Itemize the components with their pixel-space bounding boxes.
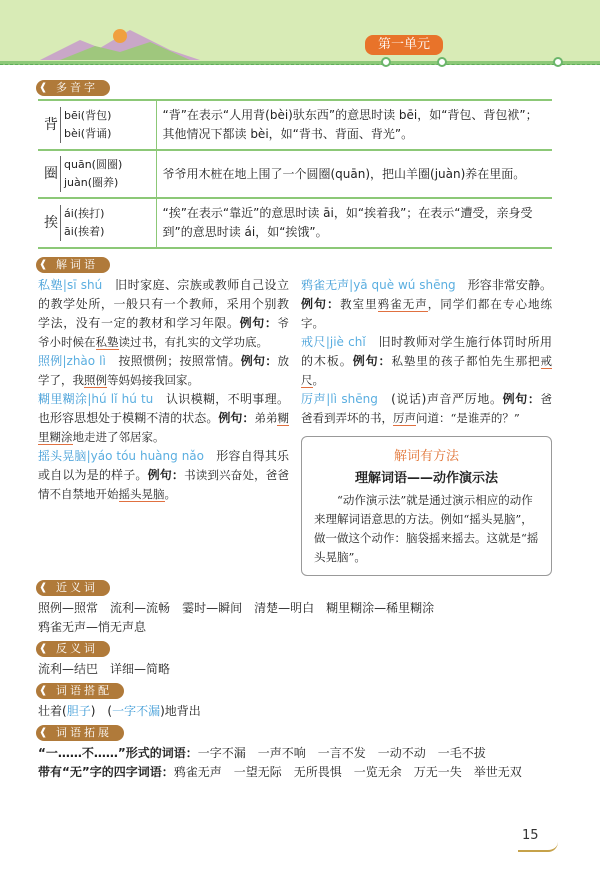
antonym-pair: 流利—结巴 xyxy=(38,662,99,676)
example-text: 读过书，有扎实的文学功底。 xyxy=(118,335,268,349)
word-entry xyxy=(38,447,289,504)
pinyin-text: hú lǐ hú tu xyxy=(91,392,154,406)
example-label: 例句： xyxy=(352,354,392,368)
word: 照例 xyxy=(38,354,63,368)
header-divider xyxy=(0,61,600,65)
example-text: 地走进了邻居家。 xyxy=(72,430,165,444)
definition: 认识模糊，不明事理。也形容思想处于模糊不清的状态。 xyxy=(38,392,289,425)
polyphone-table xyxy=(38,99,552,249)
word: 摇头晃脑 xyxy=(38,449,87,463)
pinyin: |yā què wú shēng xyxy=(349,278,456,292)
content xyxy=(0,68,600,782)
word-list-left xyxy=(38,276,289,504)
expansion-line xyxy=(38,744,552,763)
synonyms-line xyxy=(38,599,552,618)
example-label: 例句： xyxy=(218,411,255,425)
pinyin: |lì shēng xyxy=(326,392,378,406)
word-list-right xyxy=(301,276,552,576)
section-polyphones: ❰ 多音字 xyxy=(36,80,110,96)
antonym-pair: 详细—简略 xyxy=(110,662,171,676)
polyphone-desc: 爷爷用木桩在地上围了一个圆圈(quān)，把山羊圈(juàn)养在里面。 xyxy=(156,150,552,198)
items: 一字不漏 一声不响 一言不发 一动不动 一毛不拔 xyxy=(197,746,486,760)
dot-icon xyxy=(553,57,563,67)
example-label: 例句： xyxy=(239,316,278,330)
text: 壮着( xyxy=(38,704,67,718)
word-entry xyxy=(301,276,552,333)
word: 厉声 xyxy=(301,392,327,406)
example-text: 教室里 xyxy=(340,297,378,311)
polyphone-row xyxy=(38,100,552,150)
pinyin-text: sī shú xyxy=(66,278,103,292)
polyphone-row xyxy=(38,150,552,198)
method-box xyxy=(301,436,552,576)
example-text: 书读到兴奋处，爸爸情不自禁地开始 xyxy=(38,468,289,501)
section-antonyms: ❰ 反义词 xyxy=(36,641,110,657)
section-synonyms: ❰ 近义词 xyxy=(36,580,110,596)
polyphone-desc: “挨”在表示“靠近”的意思时读 āi，如“挨着我”；在表示“遭受，亲身受到”的意思时读 ái，如“挨饿”。 xyxy=(156,198,552,248)
example-text: 。 xyxy=(164,487,176,501)
definition: 旧时家庭、宗族或教师自己设立的教学处所，一般只有一个教师，采用个别教学法，没有一定的教材和学习年限。 xyxy=(38,278,289,330)
section-word-explanations: ❰ 解词语 xyxy=(36,257,110,273)
example-text: 问道：“是谁弄的？” xyxy=(416,411,520,425)
example-text: 。 xyxy=(312,373,324,387)
section-collocation: ❰ 词语搭配 xyxy=(36,683,124,699)
answer: 一字不漏 xyxy=(112,704,161,718)
example-word: 厉声 xyxy=(393,411,416,425)
word-columns xyxy=(38,276,552,576)
word: 鸦雀无声 xyxy=(301,278,350,292)
dot-icon xyxy=(437,57,447,67)
reading: āi(挨着) xyxy=(64,225,105,238)
definition: 形容非常安静。 xyxy=(467,278,552,292)
definition: 形容自得其乐或自以为是的样子。 xyxy=(38,449,289,482)
word-entry xyxy=(38,352,289,390)
pinyin-text: jiè chǐ xyxy=(329,335,366,349)
antonyms-line xyxy=(38,660,552,679)
word-entry xyxy=(301,390,552,428)
synonyms-line xyxy=(38,618,552,637)
pinyin-text: yáo tóu huàng nǎo xyxy=(90,449,205,463)
example-word: 糊里糊涂 xyxy=(38,411,289,444)
items: 鸦雀无声 一望无际 无所畏惧 一览无余 万无一失 举世无双 xyxy=(173,765,522,779)
pinyin: |hú lǐ hú tu xyxy=(87,392,154,406)
example-text: 爸爸看到弄坏的书， xyxy=(301,392,552,425)
reading: quān(圆圈) xyxy=(64,158,123,171)
example-label: 例句： xyxy=(147,468,185,482)
footer xyxy=(0,824,600,874)
header xyxy=(0,0,600,68)
pinyin-text: lì shēng xyxy=(330,392,378,406)
text: )地背出 xyxy=(160,704,201,718)
definition: (说话)声音严厉地。 xyxy=(391,392,503,406)
word-entry xyxy=(301,333,552,390)
char: 挨 xyxy=(44,214,58,231)
swirl-decoration-icon xyxy=(518,842,558,852)
pinyin: |sī shú xyxy=(62,278,103,292)
example-text: 私塾里的孩子都怕先生那把 xyxy=(391,354,541,368)
expansion-line xyxy=(38,763,552,782)
pinyin: |jiè chǐ xyxy=(325,335,366,349)
reading: ái(挨打) xyxy=(64,207,105,220)
word-list-right-entries xyxy=(301,276,552,428)
synonym-pair: 鸦雀无声—悄无声息 xyxy=(38,620,147,634)
word: 私塾 xyxy=(38,278,63,292)
synonym-pair: 照例—照常 xyxy=(38,601,99,615)
reading: bèi(背诵) xyxy=(64,127,112,140)
method-title: 解词有方法 xyxy=(393,449,459,464)
method-subtitle: 理解词语——动作演示法 xyxy=(354,471,498,486)
example-text: 弟弟 xyxy=(254,411,278,425)
synonym-pair: 流利—流畅 xyxy=(110,601,171,615)
char: 背 xyxy=(44,116,58,133)
pinyin-text: yā què wú shēng xyxy=(353,278,456,292)
example-text: 爷爷小时候在 xyxy=(38,316,289,349)
reading: juàn(圈养) xyxy=(64,176,119,189)
example-text: 放学了，我 xyxy=(38,354,289,387)
section-expansion: ❰ 词语拓展 xyxy=(36,725,124,741)
text: ) ( xyxy=(90,704,113,718)
answer: 胆子 xyxy=(66,704,91,718)
example-text: ，同学们都在专心地练字。 xyxy=(301,297,552,330)
reading: bēi(背包) xyxy=(64,109,112,122)
example-label: 例句： xyxy=(301,297,341,311)
mountain-decoration-icon xyxy=(0,0,200,62)
page-number: 15 xyxy=(522,828,539,843)
example-word: 私塾 xyxy=(95,335,119,349)
collocation-line xyxy=(38,702,552,721)
example-word: 摇头晃脑 xyxy=(118,487,165,501)
example-label: 例句： xyxy=(240,354,278,368)
example-word: 戒尺 xyxy=(301,354,552,387)
readings xyxy=(60,156,122,192)
label: “一……不……”形式的词语： xyxy=(38,746,198,760)
example-label: 例句： xyxy=(502,392,541,406)
example-text: 等妈妈接我回家。 xyxy=(107,373,199,387)
polyphone-desc: “背”在表示“人用背(bèi)驮东西”的意思时读 bēi，如“背包、背包袱”；其他情况下都读 bèi，如“背书、背面、背光”。 xyxy=(156,100,552,150)
word: 糊里糊涂 xyxy=(38,392,88,406)
example-word: 鸦雀无声 xyxy=(377,297,428,311)
example-word: 照例 xyxy=(84,373,107,387)
synonym-pair: 霎时—瞬间 xyxy=(182,601,243,615)
pinyin-text: zhào lì xyxy=(66,354,106,368)
synonym-pair: 清楚—明白 xyxy=(254,601,315,615)
definition: 按照惯例；按照常情。 xyxy=(118,354,241,368)
method-text: “动作演示法”就是通过演示相应的动作来理解词语意思的方法。例如“摇头晃脑”，做一做这个动作：脑袋摇来摇去。这就是“摇头晃脑”。 xyxy=(314,493,539,564)
pinyin: |zhào lì xyxy=(62,354,106,368)
word-entry xyxy=(38,390,289,447)
definition: 旧时教师对学生施行体罚时所用的木板。 xyxy=(301,335,552,368)
readings xyxy=(60,205,104,241)
label: 带有“无”字的四字词语： xyxy=(38,765,174,779)
synonym-pair: 糊里糊涂—稀里糊涂 xyxy=(326,601,435,615)
polyphone-row xyxy=(38,198,552,248)
word: 戒尺 xyxy=(301,335,326,349)
header-banner xyxy=(0,0,600,62)
word-entry xyxy=(38,276,289,352)
readings xyxy=(60,107,111,143)
dot-icon xyxy=(381,57,391,67)
char: 圈 xyxy=(44,165,58,182)
unit-label: 第一单元 xyxy=(365,35,443,55)
pinyin: |yáo tóu huàng nǎo xyxy=(86,449,205,463)
